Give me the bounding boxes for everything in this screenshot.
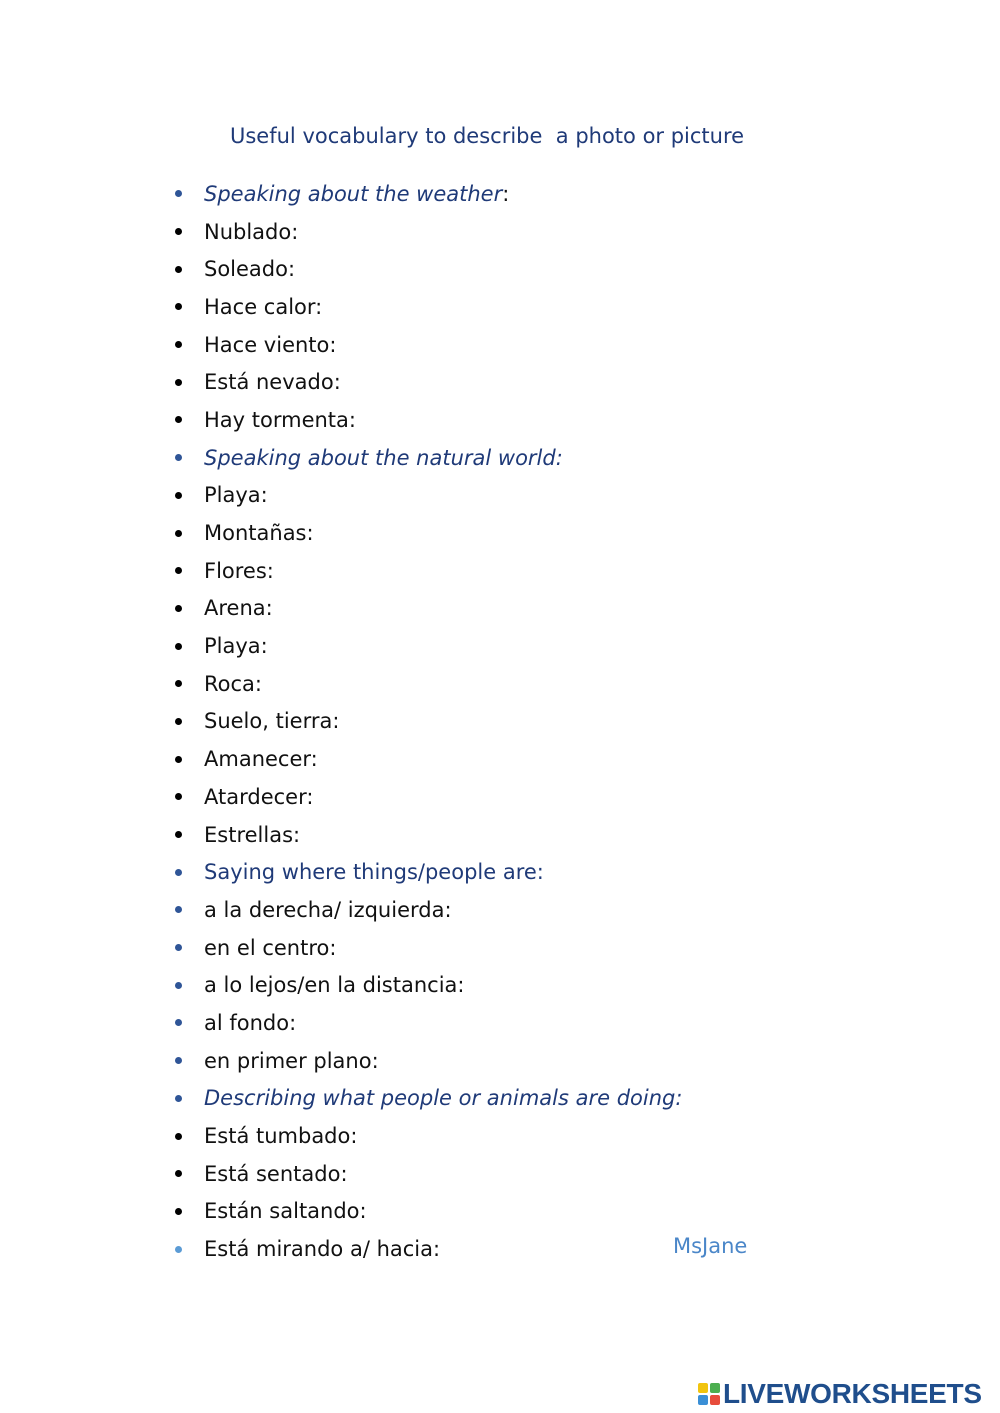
bullet-icon [175, 643, 182, 650]
list-item [170, 326, 682, 364]
vocabulary-list [170, 175, 682, 1268]
list-item [170, 477, 682, 515]
bullet-icon [175, 379, 182, 386]
section-heading-weather [170, 175, 682, 213]
bullet-icon [175, 756, 182, 763]
section-heading-actions [170, 1080, 682, 1118]
list-item [170, 401, 682, 439]
list-item [170, 1155, 682, 1193]
list-item-text: Hace calor: [204, 294, 323, 319]
list-item-text: Están saltando: [204, 1199, 367, 1224]
list-item [170, 665, 682, 703]
logo-square [698, 1395, 708, 1405]
section-heading-text: Describing what people or animals are doing: [204, 1086, 683, 1111]
list-item-text: Nublado: [204, 219, 299, 244]
liveworksheets-branding[interactable] [698, 1378, 982, 1410]
list-item-text: Estrellas: [204, 822, 301, 847]
author-signature: MsJane [673, 1234, 748, 1258]
bullet-icon [175, 1170, 182, 1177]
bullet-icon [175, 567, 182, 574]
list-item [170, 1193, 682, 1231]
section-heading-text: Saying where things/people are: [204, 860, 544, 885]
list-item-text: Flores: [204, 558, 274, 583]
list-item [170, 1117, 682, 1155]
list-item-text: Está sentado: [204, 1161, 348, 1186]
list-item-text: Playa: [204, 483, 268, 508]
list-item-text: a la derecha/ izquierda: [204, 897, 452, 922]
section-heading-text: Speaking about the natural world: [204, 445, 563, 470]
list-item [170, 740, 682, 778]
list-item [170, 363, 682, 401]
bullet-icon [175, 793, 182, 800]
liveworksheets-logo-icon [698, 1383, 720, 1405]
bullet-icon [175, 1019, 182, 1026]
bullet-icon [175, 1246, 182, 1253]
list-item [170, 1004, 682, 1042]
list-item [170, 929, 682, 967]
logo-square [698, 1383, 708, 1393]
bullet-icon [175, 190, 182, 197]
list-item-text: Atardecer: [204, 784, 314, 809]
logo-square [710, 1395, 720, 1405]
bullet-icon [175, 416, 182, 423]
bullet-icon [175, 1208, 182, 1215]
list-item [170, 250, 682, 288]
list-item-text: al fondo: [204, 1010, 297, 1035]
list-item [170, 1230, 682, 1268]
bullet-icon [175, 944, 182, 951]
list-item [170, 213, 682, 251]
bullet-icon [175, 492, 182, 499]
list-item [170, 590, 682, 628]
section-heading-natural-world [170, 439, 682, 477]
list-item-text: Arena: [204, 596, 273, 621]
bullet-icon [175, 680, 182, 687]
list-item-text: Soleado: [204, 257, 296, 282]
logo-square [710, 1383, 720, 1393]
list-item-text: Está nevado: [204, 370, 341, 395]
list-item-text: Roca: [204, 671, 262, 696]
list-item-text: Montañas: [204, 521, 314, 546]
bullet-icon [175, 982, 182, 989]
bullet-icon [175, 906, 182, 913]
list-item [170, 552, 682, 590]
bullet-icon [175, 454, 182, 461]
bullet-icon [175, 1057, 182, 1064]
list-item [170, 627, 682, 665]
bullet-icon [175, 1133, 182, 1140]
list-item [170, 816, 682, 854]
bullet-icon [175, 718, 182, 725]
list-item-text: Hay tormenta: [204, 407, 356, 432]
list-item-text: en primer plano: [204, 1048, 379, 1073]
list-item-text: Hace viento: [204, 332, 337, 357]
list-item-text: en el centro: [204, 935, 337, 960]
bullet-icon [175, 605, 182, 612]
list-item-text: Está mirando a/ hacia: [204, 1237, 441, 1262]
list-item [170, 966, 682, 1004]
list-item [170, 778, 682, 816]
section-heading-location [170, 853, 682, 891]
brand-name: LIVEWORKSHEETS [723, 1378, 982, 1409]
bullet-icon [175, 266, 182, 273]
section-heading-colon: : [502, 181, 510, 206]
list-item-text: Está tumbado: [204, 1124, 358, 1149]
section-heading-text: Speaking about the weather [204, 181, 503, 206]
list-item-text: a lo lejos/en la distancia: [204, 973, 465, 998]
list-item [170, 703, 682, 741]
list-item-text: Playa: [204, 634, 268, 659]
bullet-icon [175, 341, 182, 348]
bullet-icon [175, 228, 182, 235]
document-title: Useful vocabulary to describe a photo or picture [230, 124, 745, 148]
bullet-icon [175, 869, 182, 876]
list-item-text: Suelo, tierra: [204, 709, 340, 734]
bullet-icon [175, 1095, 182, 1102]
bullet-icon [175, 303, 182, 310]
bullet-icon [175, 530, 182, 537]
list-item [170, 1042, 682, 1080]
list-item [170, 891, 682, 929]
list-item [170, 288, 682, 326]
list-item-text: Amanecer: [204, 747, 318, 772]
list-item [170, 514, 682, 552]
bullet-icon [175, 831, 182, 838]
